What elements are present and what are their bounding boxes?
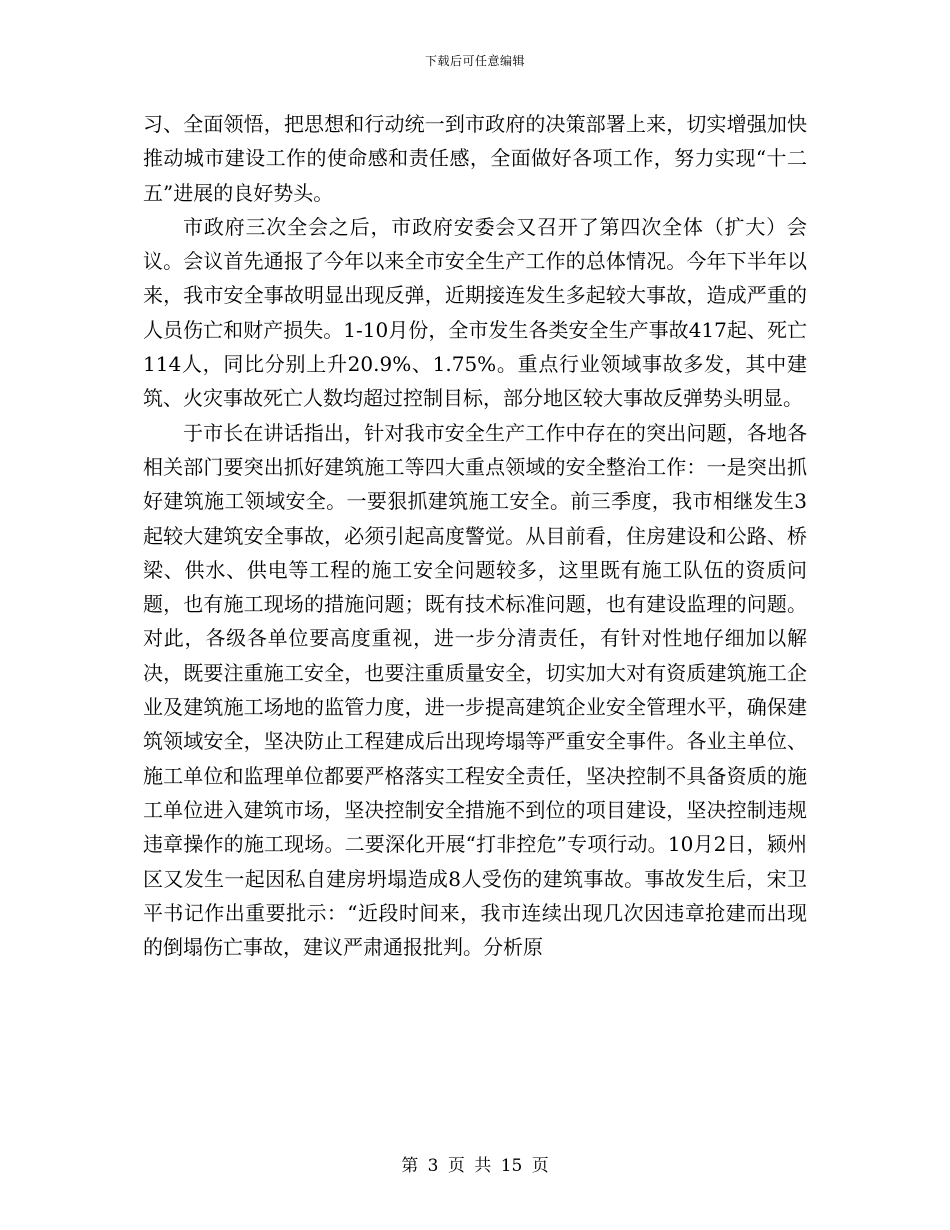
paragraph-safety-meeting: 市政府三次全会之后，市政府安委会又召开了第四次全体（扩大）会议。会议首先通报了今年以来全市安全生产工作的总体情况。今年下半年以来，我市安全事故明显出现反弹，近期接连发生多起较大事故，造成严重的人员伤亡和财产损失。1-10月份，全市发生各类安全生产事故417起、死亡114人，同比分别上升20.9%、1.75%。重点行业领域事故多发，其中建筑、火灾事故死亡人数均超过控制目标，部分地区较大事故反弹势头明显。 (143, 214, 807, 411)
paragraph-continuation: 习、全面领悟，把思想和行动统一到市政府的决策部署上来，切实增强加快推动城市建设工作的使命感和责任感，全面做好各项工作，努力实现“十二五”进展的良好势头。 (143, 112, 807, 205)
document-body (143, 107, 807, 964)
page-header: 下载后可任意编辑 (424, 54, 525, 68)
page-number: 第 3 页 共 15 页 (401, 1156, 549, 1176)
paragraph-mayor-speech: 于市长在讲话指出，针对我市安全生产工作中存在的突出问题，各地各相关部门要突出抓好建筑施工等四大重点领域的安全整治工作：一是突出抓好建筑施工领域安全。一要狠抓建筑施工安全。前三季度，我市相继发生3起较大建筑安全事故，必须引起高度警觉。从目前看，住房建设和公路、桥梁、供水、供电等工程的施工安全问题较多，这里既有施工队伍的资质问题，也有施工现场的措施问题；既有技术标准问题，也有建设监理的问题。对此，各级各单位要高度重视，进一步分清责任，有针对性地仔细加以解决，既要注重施工安全，也要注重质量安全，切实加大对有资质建筑施工企业及建筑施工场地的监管力度，进一步提高建筑企业安全管理水平，确保建筑领域安全，坚决防止工程建成后出现垮塌等严重安全事件。各业主单位、施工单位和监理单位都要严格落实工程安全责任，坚决控制不具备资质的施工单位进入建筑市场，坚决控制安全措施不到位的项目建设，坚决控制违规违章操作的施工现场。二要深化开展“打非控危”专项行动。10月2日，颍州区又发生一起因私自建房坍塌造成8人受伤的建筑事故。事故发生后，宋卫平书记作出重要批示：“近段时间来，我市连续出现几次因违章抢建而出现的倒塌伤亡事故，建议严肃通报批判。分析原 (143, 420, 807, 960)
